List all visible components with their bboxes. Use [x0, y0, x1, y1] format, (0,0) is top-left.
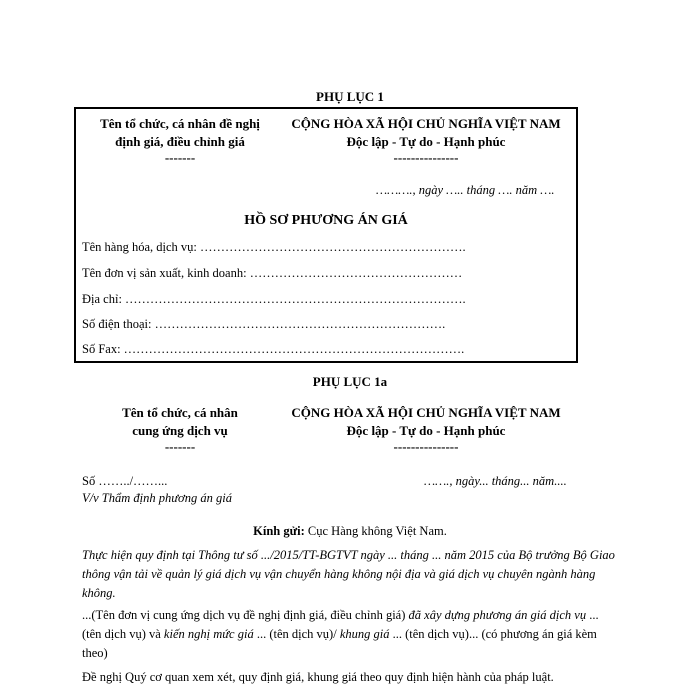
appendix1-org-line2: định giá, điều chỉnh giá — [115, 134, 245, 149]
paragraph-request: Đề nghị Quý cơ quan xem xét, quy định giá, khung giá theo quy định hiện hành của pháp luật. — [82, 670, 554, 684]
appendix1-national-motto: Độc lập - Tự do - Hạnh phúc — [346, 134, 506, 149]
proposal-unit-name: ...(Tên đơn vị cung ứng dịch vụ đề nghị định giá, điều chỉnh giá) — [82, 608, 406, 622]
appendix1a-org-separator: ------- — [164, 439, 196, 454]
subject-line: V/v Thẩm định phương án giá — [82, 491, 232, 505]
appendix1a-org-line2: cung ứng dịch vụ — [132, 423, 228, 438]
appendix1-org-separator: ------- — [164, 150, 196, 165]
paragraph-proposal — [82, 606, 618, 663]
appendix1a-national-separator: --------------- — [393, 439, 459, 454]
field-phone: Số điện thoại: ……………………………………………………………. — [82, 317, 446, 331]
appendix1-national-separator: --------------- — [393, 150, 459, 165]
appendix1a-org-line1: Tên tổ chức, cá nhân — [122, 405, 238, 420]
appendix1-date-line: ………., ngày ….. tháng …. năm …. — [376, 183, 555, 197]
appendix1-document-title: HỒ SƠ PHƯƠNG ÁN GIÁ — [244, 213, 408, 228]
proposal-built-plan: đã xây dựng phương án giá dịch vụ — [408, 608, 587, 622]
appendix1-org-line1: Tên tổ chức, cá nhân đề nghị — [100, 116, 260, 131]
proposal-price-frame: khung giá — [339, 627, 390, 641]
proposal-attachment-note: ... (tên dịch vụ)... (có phương án giá kèm theo) — [82, 627, 597, 660]
appendix1a-national-title: CỘNG HÒA XÃ HỘI CHỦ NGHĨA VIỆT NAM — [291, 405, 561, 420]
recipient-value: Cục Hàng không Việt Nam. — [307, 524, 447, 538]
proposal-service-name: ... (tên dịch vụ) và — [82, 608, 599, 641]
field-producer-name: Tên đơn vị sản xuất, kinh doanh: …………………………………………… — [82, 266, 463, 280]
appendix1a-title: PHỤ LỤC 1a — [312, 374, 388, 389]
appendix1a-date-line: ……., ngày... tháng... năm.... — [424, 474, 567, 488]
recipient-line — [0, 524, 700, 539]
proposal-service-name-2: ... (tên dịch vụ)/ — [256, 627, 337, 641]
appendix1-title: PHỤ LỤC 1 — [316, 89, 384, 104]
field-address: Địa chỉ: ………………………………………………………………………. — [82, 292, 466, 306]
appendix1a-national-motto: Độc lập - Tự do - Hạnh phúc — [346, 423, 506, 438]
recipient-label: Kính gửi: — [253, 524, 305, 538]
proposal-price-level: kiến nghị mức giá — [163, 627, 254, 641]
field-goods-service: Tên hàng hóa, dịch vụ: ………………………………………………………. — [82, 240, 466, 254]
document-number: Số ……../……... — [82, 474, 168, 488]
appendix1-national-title: CỘNG HÒA XÃ HỘI CHỦ NGHĨA VIỆT NAM — [291, 116, 561, 131]
paragraph-legal-basis: Thực hiện quy định tại Thông tư số .../2015/TT-BGTVT ngày ... tháng ... năm 2015 của Bộ trưởng Bộ Giao thông vận tải về quản lý giá dịch vụ vận chuyển hàng không nội địa và giá dịch vụ chuyên ngành hàng không. — [82, 548, 615, 600]
field-fax: Số Fax: ………………………………………………………………………. — [82, 342, 465, 356]
